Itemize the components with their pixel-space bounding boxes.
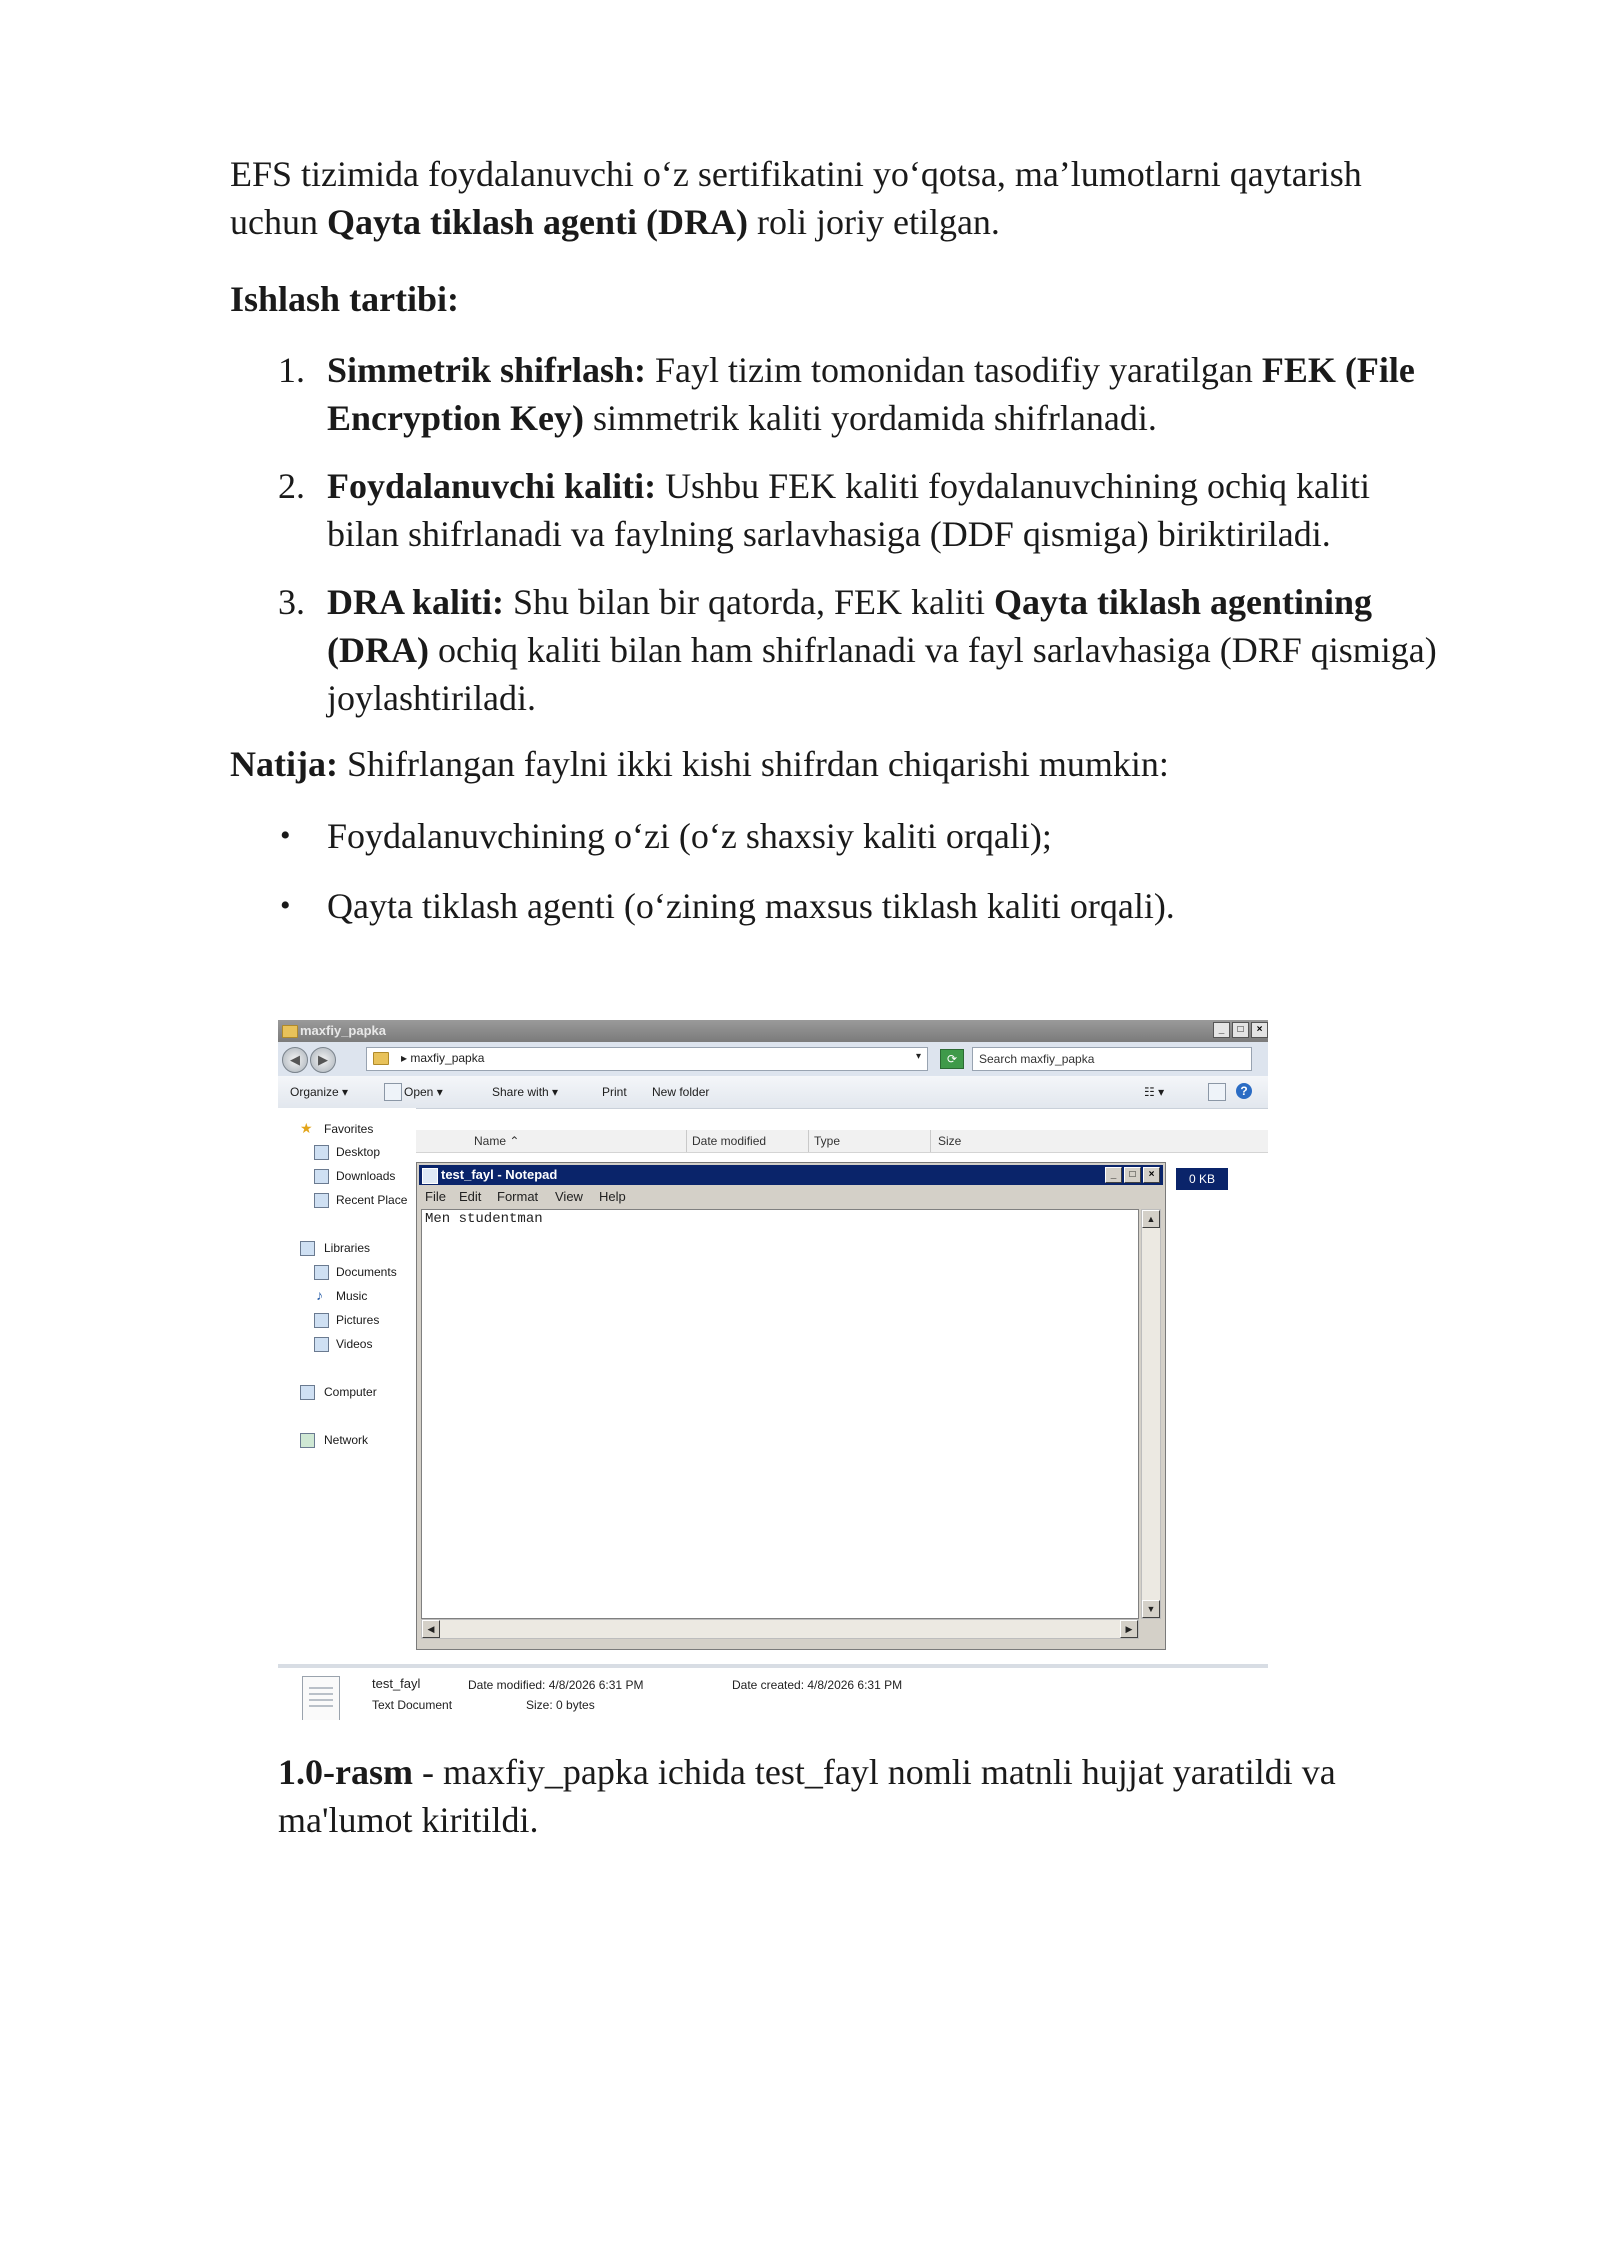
nav-network[interactable]: Network bbox=[324, 1433, 369, 1447]
search-input[interactable] bbox=[972, 1047, 1252, 1071]
step-text-span: Shu bilan bir qatorda, FEK kaliti bbox=[504, 582, 994, 622]
bullet-icon: • bbox=[280, 889, 291, 922]
step-text-span-2: ochiq kaliti bilan ham shifrlanadi va fayl sarlavhasiga (DRF qismiga) bbox=[428, 630, 1437, 670]
star-icon: ★ bbox=[300, 1120, 313, 1136]
notepad-title: test_fayl - Notepad bbox=[441, 1167, 558, 1182]
horizontal-scrollbar[interactable] bbox=[421, 1619, 1139, 1639]
step-text bbox=[327, 462, 1497, 558]
step-bold-2: Qayta tiklash agentining bbox=[993, 582, 1373, 622]
libraries-icon bbox=[300, 1241, 315, 1256]
address-row bbox=[278, 1042, 1268, 1076]
step-text-line-3: joylashtiriladi. bbox=[327, 678, 536, 718]
column-header bbox=[416, 1130, 1268, 1153]
scroll-down-icon[interactable]: ▼ bbox=[1142, 1600, 1160, 1618]
bullet-text: Foydalanuvchining o‘zi (o‘z shaxsiy kaliti orqali); bbox=[327, 816, 1052, 856]
nav-pictures[interactable]: Pictures bbox=[336, 1313, 380, 1327]
print-button[interactable]: Print bbox=[602, 1085, 627, 1099]
caption-line-2: ma'lumot kiritildi. bbox=[278, 1800, 539, 1840]
step-text-span: Ushbu FEK kaliti foydalanuvchining ochiq kaliti bbox=[656, 466, 1370, 506]
nav-videos[interactable]: Videos bbox=[336, 1337, 373, 1351]
folder-icon bbox=[373, 1052, 389, 1065]
nav-favorites[interactable]: Favorites bbox=[324, 1122, 374, 1136]
step-bold-3: (DRA) bbox=[327, 630, 429, 670]
minimize-button[interactable]: _ bbox=[1213, 1022, 1230, 1038]
nav-libraries[interactable]: Libraries bbox=[324, 1241, 371, 1255]
address-bar[interactable] bbox=[366, 1047, 928, 1071]
forward-button[interactable]: ▶ bbox=[310, 1047, 336, 1073]
step-number: 1. bbox=[278, 350, 305, 390]
details-size: Size: 0 bytes bbox=[526, 1698, 595, 1712]
step-text-span-2: simmetrik kaliti yordamida shifrlanadi. bbox=[584, 398, 1157, 438]
refresh-icon[interactable]: ⟳ bbox=[940, 1049, 964, 1069]
caption-bold: 1.0-rasm bbox=[278, 1752, 413, 1792]
step-bold-3: Encryption Key) bbox=[327, 398, 584, 438]
maximize-button[interactable]: □ bbox=[1232, 1022, 1249, 1038]
computer-icon bbox=[300, 1385, 315, 1400]
scroll-left-icon[interactable]: ◀ bbox=[422, 1620, 440, 1638]
step-number: 3. bbox=[278, 582, 305, 622]
bullet-icon: • bbox=[280, 819, 291, 852]
documents-icon bbox=[314, 1265, 329, 1280]
step-text-span: Fayl tizim tomonidan tasodifiy yaratilgan bbox=[646, 350, 1262, 390]
folder-icon bbox=[282, 1025, 298, 1038]
open-icon bbox=[384, 1083, 402, 1101]
organize-button[interactable]: Organize ▾ bbox=[290, 1085, 349, 1099]
window-controls bbox=[1213, 1022, 1268, 1038]
help-icon[interactable]: ? bbox=[1236, 1083, 1252, 1099]
notepad-window bbox=[416, 1162, 1166, 1650]
menu-help[interactable]: Help bbox=[599, 1189, 626, 1204]
navigation-pane bbox=[278, 1108, 416, 1668]
step-bold: DRA kaliti: bbox=[327, 582, 505, 622]
close-button[interactable]: × bbox=[1251, 1022, 1268, 1038]
pictures-icon bbox=[314, 1313, 329, 1328]
column-name[interactable]: Name ⌃ bbox=[474, 1134, 520, 1148]
details-date-modified: Date modified: 4/8/2026 6:31 PM bbox=[468, 1678, 644, 1692]
views-button[interactable]: ☷ ▾ bbox=[1144, 1085, 1165, 1099]
bullet-text: Qayta tiklash agenti (o‘zining maxsus tiklash kaliti orqali). bbox=[327, 886, 1175, 926]
notepad-title-bar[interactable] bbox=[419, 1165, 1163, 1185]
explorer-title-bar bbox=[278, 1020, 1268, 1042]
intro-text-end: roli joriy etilgan. bbox=[747, 202, 1000, 242]
back-button[interactable]: ◀ bbox=[282, 1047, 308, 1073]
details-file-type: Text Document bbox=[372, 1698, 453, 1712]
result-bold: Natija: bbox=[230, 744, 338, 784]
notepad-menu-bar bbox=[419, 1187, 1163, 1207]
nav-downloads[interactable]: Downloads bbox=[336, 1169, 396, 1183]
new-folder-button[interactable]: New folder bbox=[652, 1085, 710, 1099]
result-text: Shifrlangan faylni ikki kishi shifrdan chiqarishi mumkin: bbox=[337, 744, 1169, 784]
column-type[interactable]: Type bbox=[814, 1134, 841, 1148]
notepad-text-area[interactable] bbox=[421, 1209, 1139, 1619]
command-bar bbox=[278, 1076, 1268, 1109]
notepad-minimize-button[interactable]: _ bbox=[1105, 1167, 1122, 1183]
column-size[interactable]: Size bbox=[938, 1134, 962, 1148]
step-bold-2: FEK (File bbox=[1261, 350, 1415, 390]
section-heading: Ishlash tartibi: bbox=[230, 279, 460, 319]
intro-line-1: EFS tizimida foydalanuvchi o‘z sertifikatini yo‘qotsa, ma’lumotlarni qaytarish bbox=[230, 154, 1362, 194]
step-bold: Simmetrik shifrlash: bbox=[327, 350, 646, 390]
figure-caption bbox=[278, 1748, 1478, 1844]
notepad-window-controls bbox=[1105, 1167, 1160, 1183]
recent-places-icon bbox=[314, 1193, 329, 1208]
desktop-icon bbox=[314, 1145, 329, 1160]
column-divider[interactable] bbox=[808, 1130, 809, 1152]
column-divider[interactable] bbox=[686, 1130, 687, 1152]
nav-desktop[interactable]: Desktop bbox=[336, 1145, 381, 1159]
notepad-icon bbox=[422, 1168, 438, 1184]
step-text-line-2: bilan shifrlanadi va faylning sarlavhasiga (DDF qismiga) biriktiriladi. bbox=[327, 514, 1331, 554]
music-icon: ♪ bbox=[316, 1287, 323, 1303]
details-date-created: Date created: 4/8/2026 6:31 PM bbox=[732, 1678, 903, 1692]
search-placeholder: Search maxfiy_papka bbox=[979, 1052, 1095, 1066]
scroll-up-icon[interactable]: ▲ bbox=[1142, 1210, 1160, 1228]
intro-paragraph bbox=[230, 150, 1490, 246]
explorer-screenshot bbox=[278, 1020, 1268, 1720]
share-with-button[interactable]: Share with ▾ bbox=[492, 1085, 559, 1099]
intro-text: uchun bbox=[230, 202, 327, 242]
details-file-name: test_fayl bbox=[372, 1676, 421, 1691]
nav-music[interactable]: Music bbox=[336, 1289, 368, 1303]
file-size-cell[interactable]: 0 KB bbox=[1176, 1168, 1228, 1190]
intro-bold: Qayta tiklash agenti (DRA) bbox=[326, 202, 748, 242]
column-date-modified[interactable]: Date modified bbox=[692, 1134, 767, 1148]
details-pane bbox=[278, 1664, 1268, 1720]
notepad-close-button[interactable]: × bbox=[1143, 1167, 1160, 1183]
preview-pane-icon[interactable] bbox=[1208, 1083, 1226, 1101]
chevron-down-icon[interactable]: ▾ bbox=[915, 1051, 921, 1062]
caption-text: - maxfiy_papka ichida test_fayl nomli matnli hujjat yaratildi va bbox=[412, 1752, 1336, 1792]
scroll-right-icon[interactable]: ▶ bbox=[1120, 1620, 1138, 1638]
network-icon bbox=[300, 1433, 315, 1448]
notepad-maximize-button[interactable]: □ bbox=[1124, 1167, 1141, 1183]
downloads-icon bbox=[314, 1169, 329, 1184]
result-paragraph bbox=[230, 740, 1169, 788]
menu-view[interactable]: View bbox=[555, 1189, 583, 1204]
vertical-scrollbar[interactable] bbox=[1141, 1209, 1161, 1619]
menu-file[interactable]: File bbox=[425, 1189, 446, 1204]
open-button[interactable]: Open ▾ bbox=[404, 1085, 443, 1099]
videos-icon bbox=[314, 1337, 329, 1352]
step-text bbox=[327, 346, 1497, 442]
notepad-content: Men studentman bbox=[425, 1211, 543, 1227]
nav-documents[interactable]: Documents bbox=[336, 1265, 397, 1279]
address-text: ▸ maxfiy_papka bbox=[401, 1051, 485, 1065]
menu-edit[interactable]: Edit bbox=[459, 1189, 482, 1204]
column-divider[interactable] bbox=[930, 1130, 931, 1152]
intro-line-2 bbox=[230, 198, 1490, 246]
step-number: 2. bbox=[278, 466, 305, 506]
nav-recent-places[interactable]: Recent Place bbox=[336, 1193, 408, 1207]
step-text bbox=[327, 578, 1497, 722]
nav-computer[interactable]: Computer bbox=[324, 1385, 377, 1399]
step-bold: Foydalanuvchi kaliti: bbox=[327, 466, 657, 506]
window-title: maxfiy_papka bbox=[300, 1023, 386, 1038]
text-document-icon bbox=[302, 1676, 340, 1720]
menu-format[interactable]: Format bbox=[497, 1189, 539, 1204]
